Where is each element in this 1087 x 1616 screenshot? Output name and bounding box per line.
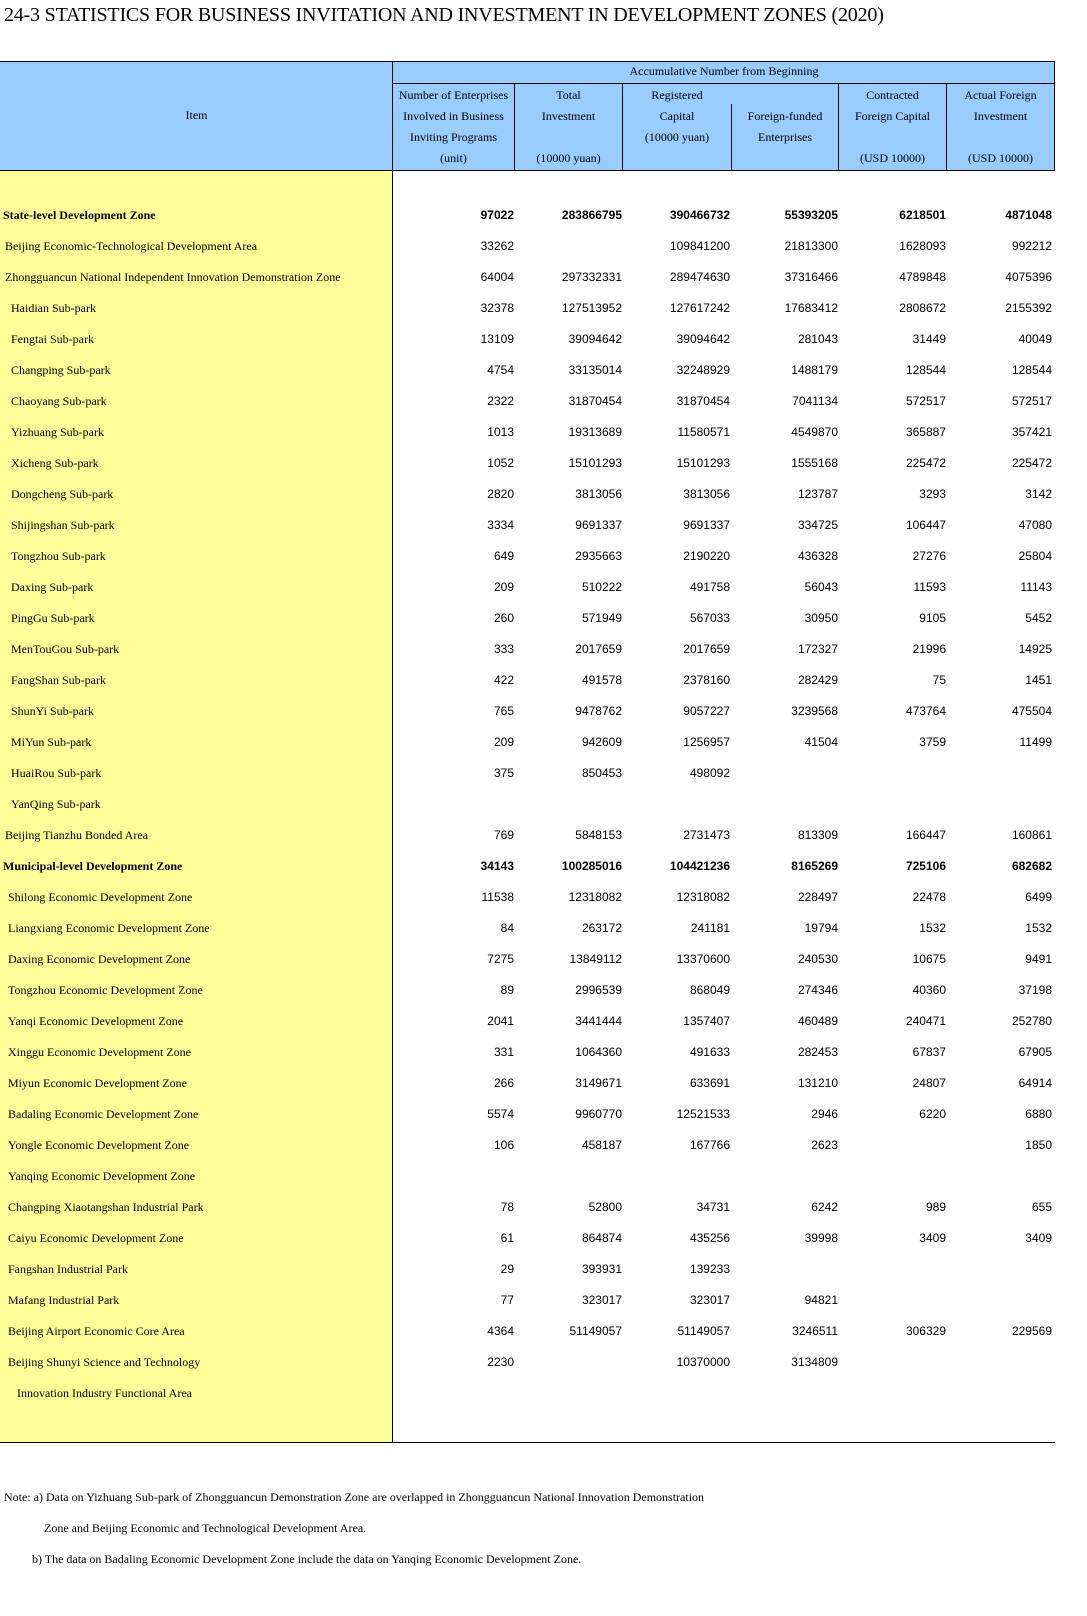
row-label: YanQing Sub-park <box>11 797 101 811</box>
row-value: 3813056 <box>575 487 622 501</box>
row-value: 9691337 <box>575 518 622 532</box>
row-value: 2808672 <box>899 301 946 315</box>
row-value: 29 <box>500 1262 514 1276</box>
row-value: 64914 <box>1018 1076 1052 1090</box>
row-label: Badaling Economic Development Zone <box>8 1107 199 1121</box>
row-value: 458187 <box>581 1138 622 1152</box>
row-value: 2190220 <box>683 549 730 563</box>
row-value: 260 <box>493 611 514 625</box>
row-label: Zhongguancun National Independent Innovation Demonstration Zone <box>5 270 341 284</box>
row-value: 1013 <box>487 425 514 439</box>
row-value: 7041134 <box>792 394 838 408</box>
row-value: 17683412 <box>784 301 838 315</box>
row-label: Chaoyang Sub-park <box>11 394 107 408</box>
row-value: 2230 <box>487 1355 514 1369</box>
note-line: Zone and Beijing Economic and Technological Development Area. <box>44 1521 367 1535</box>
row-value: 31870454 <box>568 394 622 408</box>
row-value: 12318082 <box>676 890 730 904</box>
row-value: 6218501 <box>899 208 946 222</box>
table-row <box>0 883 1055 914</box>
row-value: 172327 <box>797 642 838 656</box>
row-value: 357421 <box>1011 425 1052 439</box>
row-value: 572517 <box>1011 394 1052 408</box>
row-value: 75 <box>932 673 946 687</box>
row-value: 9960770 <box>575 1107 622 1121</box>
row-label: Daxing Economic Development Zone <box>8 952 191 966</box>
table-row <box>0 604 1055 635</box>
row-value: 128544 <box>1011 363 1052 377</box>
row-value: 33135014 <box>568 363 622 377</box>
row-value: 491633 <box>689 1045 730 1059</box>
table-row <box>0 790 1055 821</box>
row-value: 10370000 <box>676 1355 730 1369</box>
table-row <box>0 511 1055 542</box>
row-value: 3409 <box>1025 1231 1052 1245</box>
row-value: 323017 <box>581 1293 622 1307</box>
row-value: 3142 <box>1025 487 1052 501</box>
row-value: 2017659 <box>683 642 730 656</box>
row-value: 4789848 <box>899 270 946 284</box>
row-value: 94821 <box>804 1293 838 1307</box>
row-value: 25804 <box>1018 549 1052 563</box>
row-value: 9478762 <box>575 704 622 718</box>
row-value: 2731473 <box>683 828 730 842</box>
row-value: 77 <box>500 1293 514 1307</box>
row-label: Yizhuang Sub-park <box>11 425 104 439</box>
row-value: 33262 <box>480 239 514 253</box>
row-value: 39094642 <box>568 332 622 346</box>
table-row <box>0 1162 1055 1193</box>
row-label: Fangshan Industrial Park <box>8 1262 128 1276</box>
row-label: Caiyu Economic Development Zone <box>8 1231 184 1245</box>
table-row <box>0 325 1055 356</box>
header-foreign-funded: Foreign-funded Enterprises <box>747 109 823 144</box>
row-value: 55393205 <box>784 208 838 222</box>
row-value: 7275 <box>487 952 514 966</box>
row-value: 167766 <box>689 1138 730 1152</box>
row-value: 128544 <box>905 363 946 377</box>
row-value: 282453 <box>797 1045 838 1059</box>
row-value: 4075396 <box>1005 270 1052 284</box>
row-value: 31449 <box>912 332 946 346</box>
row-value: 166447 <box>905 828 946 842</box>
table-row <box>0 232 1055 263</box>
row-value: 1451 <box>1025 673 1052 687</box>
row-value: 4871048 <box>1005 208 1052 222</box>
row-value: 297332331 <box>561 270 622 284</box>
row-value: 331 <box>493 1045 514 1059</box>
row-value: 1256957 <box>683 735 730 749</box>
row-value: 240471 <box>905 1014 946 1028</box>
row-value: 3409 <box>919 1231 946 1245</box>
row-value: 252780 <box>1011 1014 1052 1028</box>
row-value: 39094642 <box>676 332 730 346</box>
row-value: 30950 <box>804 611 838 625</box>
row-value: 104421236 <box>669 859 730 873</box>
row-label: Beijing Shunyi Science and Technology <box>8 1355 201 1369</box>
row-value: 229569 <box>1011 1324 1052 1338</box>
row-value: 422 <box>493 673 514 687</box>
table-row <box>0 263 1055 294</box>
row-value: 283866795 <box>561 208 622 222</box>
row-value: 21996 <box>912 642 946 656</box>
row-value: 4364 <box>487 1324 514 1338</box>
row-label: Beijing Tianzhu Bonded Area <box>5 828 148 842</box>
row-value: 139233 <box>689 1262 730 1276</box>
row-label: Tongzhou Economic Development Zone <box>8 983 203 997</box>
row-value: 281043 <box>797 332 838 346</box>
row-value: 100285016 <box>561 859 622 873</box>
row-value: 498092 <box>689 766 730 780</box>
row-value: 12318082 <box>568 890 622 904</box>
row-value: 2155392 <box>1005 301 1052 315</box>
table-row <box>0 573 1055 604</box>
row-label: Mafang Industrial Park <box>8 1293 120 1307</box>
table-row <box>0 759 1055 790</box>
row-value: 992212 <box>1011 239 1052 253</box>
table-row <box>0 635 1055 666</box>
row-value: 32378 <box>480 301 514 315</box>
row-value: 34143 <box>480 859 514 873</box>
row-value: 37198 <box>1018 983 1052 997</box>
row-value: 12521533 <box>676 1107 730 1121</box>
header-registered-capital: Registered Capital (10000 yuan) <box>644 88 710 144</box>
row-value: 19313689 <box>568 425 622 439</box>
row-value: 13849112 <box>569 952 622 966</box>
row-value: 41504 <box>804 735 838 749</box>
row-value: 1555168 <box>791 456 838 470</box>
row-value: 32248929 <box>676 363 730 377</box>
row-value: 5848153 <box>575 828 622 842</box>
row-value: 13109 <box>480 332 514 346</box>
row-value: 2946 <box>811 1107 838 1121</box>
row-value: 127513952 <box>561 301 622 315</box>
row-value: 15101293 <box>568 456 622 470</box>
row-value: 649 <box>493 549 514 563</box>
row-value: 333 <box>493 642 514 656</box>
row-value: 84 <box>500 921 514 935</box>
row-value: 1357407 <box>683 1014 730 1028</box>
row-value: 3334 <box>487 518 514 532</box>
row-value: 633691 <box>689 1076 730 1090</box>
row-value: 6220 <box>919 1107 946 1121</box>
row-value: 109841200 <box>669 239 730 253</box>
row-value: 390466732 <box>669 208 730 222</box>
row-value: 2820 <box>487 487 514 501</box>
table-row <box>0 914 1055 945</box>
header-total-investment: Total Investment (10000 yuan) <box>536 88 601 165</box>
row-value: 9691337 <box>683 518 730 532</box>
row-value: 263172 <box>581 921 622 935</box>
row-label: Yongle Economic Development Zone <box>8 1138 190 1152</box>
row-value: 3134809 <box>791 1355 838 1369</box>
row-label: Tongzhou Sub-park <box>11 549 106 563</box>
row-value: 209 <box>493 735 514 749</box>
row-value: 6242 <box>811 1200 838 1214</box>
row-value: 9491 <box>1025 952 1052 966</box>
row-value: 323017 <box>689 1293 730 1307</box>
row-label: Daxing Sub-park <box>11 580 94 594</box>
row-value: 11538 <box>481 890 514 904</box>
row-label: Yanqing Economic Development Zone <box>8 1169 196 1183</box>
row-value: 1488179 <box>791 363 838 377</box>
row-value: 19794 <box>804 921 838 935</box>
row-value: 769 <box>493 828 514 842</box>
row-label: Changping Xiaotangshan Industrial Park <box>8 1200 204 1214</box>
row-value: 97022 <box>480 208 514 222</box>
row-value: 2322 <box>487 394 514 408</box>
row-value: 160861 <box>1011 828 1052 842</box>
row-value: 5574 <box>487 1107 514 1121</box>
row-label: Beijing Economic-Technological Development Area <box>5 239 258 253</box>
row-value: 725106 <box>905 859 946 873</box>
table-row <box>0 1348 1055 1379</box>
row-value: 21813300 <box>784 239 838 253</box>
row-label: State-level Development Zone <box>3 208 156 222</box>
row-value: 1532 <box>1025 921 1052 935</box>
row-value: 228497 <box>797 890 838 904</box>
row-value: 6499 <box>1025 890 1052 904</box>
table-row <box>0 1255 1055 1286</box>
row-value: 3239568 <box>791 704 838 718</box>
row-label: PingGu Sub-park <box>11 611 95 625</box>
table-row <box>0 387 1055 418</box>
row-value: 435256 <box>689 1231 730 1245</box>
row-value: 14925 <box>1018 642 1052 656</box>
table-row <box>0 356 1055 387</box>
header-item: Item <box>185 108 208 122</box>
row-value: 3149671 <box>575 1076 622 1090</box>
row-label: Fengtai Sub-park <box>11 332 94 346</box>
statistics-table <box>0 61 1055 1444</box>
row-value: 209 <box>493 580 514 594</box>
row-value: 1532 <box>919 921 946 935</box>
row-value: 9105 <box>919 611 946 625</box>
row-value: 813309 <box>797 828 838 842</box>
row-value: 2041 <box>487 1014 514 1028</box>
table-row <box>0 449 1055 480</box>
row-value: 572517 <box>905 394 946 408</box>
row-value: 375 <box>493 766 514 780</box>
header-accumulative: Accumulative Number from Beginning <box>629 64 819 78</box>
row-value: 864874 <box>581 1231 622 1245</box>
note-line: Note: a) Data on Yizhuang Sub-park of Zhongguancun Demonstration Zone are overlapped in Zhongguancun National Innovation Demonstration <box>4 1490 705 1504</box>
row-value: 475504 <box>1011 704 1052 718</box>
row-value: 510222 <box>581 580 622 594</box>
row-value: 37316466 <box>784 270 838 284</box>
row-value: 1628093 <box>899 239 946 253</box>
row-value: 571949 <box>581 611 622 625</box>
table-row <box>0 945 1055 976</box>
row-value: 123787 <box>797 487 838 501</box>
row-value: 67837 <box>912 1045 946 1059</box>
row-value: 289474630 <box>669 270 730 284</box>
row-label: Xicheng Sub-park <box>11 456 99 470</box>
row-value: 942609 <box>581 735 622 749</box>
row-value: 868049 <box>689 983 730 997</box>
notes <box>4 1482 704 1575</box>
table-row <box>0 1317 1055 1348</box>
table-row <box>0 1069 1055 1100</box>
table-row <box>0 201 1055 232</box>
row-label: Shilong Economic Development Zone <box>8 890 193 904</box>
row-value: 11143 <box>1020 580 1052 594</box>
table-bottom-border <box>0 1442 1055 1443</box>
row-value: 11499 <box>1019 735 1052 749</box>
row-value: 1850 <box>1025 1138 1052 1152</box>
row-value: 274346 <box>797 983 838 997</box>
row-value: 106447 <box>905 518 946 532</box>
row-value: 67905 <box>1018 1045 1052 1059</box>
row-value: 989 <box>925 1200 946 1214</box>
row-label: MiYun Sub-park <box>11 735 92 749</box>
row-value: 3246511 <box>792 1324 838 1338</box>
table-row <box>0 728 1055 759</box>
row-value: 225472 <box>1011 456 1052 470</box>
row-value: 2935663 <box>575 549 622 563</box>
row-value: 850453 <box>581 766 622 780</box>
row-value: 4549870 <box>791 425 838 439</box>
row-label: Miyun Economic Development Zone <box>8 1076 187 1090</box>
row-value: 3759 <box>919 735 946 749</box>
table-row <box>0 852 1055 883</box>
table-row <box>0 1379 1055 1410</box>
row-value: 34731 <box>696 1200 730 1214</box>
row-value: 334725 <box>797 518 838 532</box>
table-row <box>0 1193 1055 1224</box>
row-value: 3813056 <box>683 487 730 501</box>
row-value: 11593 <box>913 580 946 594</box>
row-value: 393931 <box>581 1262 622 1276</box>
row-value: 10675 <box>912 952 946 966</box>
row-value: 4754 <box>487 363 514 377</box>
row-value: 9057227 <box>683 704 730 718</box>
page-title: 24-3 STATISTICS FOR BUSINESS INVITATION AND INVESTMENT IN DEVELOPMENT ZONES (2020) <box>4 4 884 26</box>
header-divider <box>393 83 1055 84</box>
table-row <box>0 294 1055 325</box>
row-value: 8165269 <box>791 859 838 873</box>
row-value: 240530 <box>797 952 838 966</box>
row-value: 282429 <box>797 673 838 687</box>
row-value: 655 <box>1031 1200 1052 1214</box>
row-value: 22478 <box>912 890 946 904</box>
row-label: Innovation Industry Functional Area <box>17 1386 192 1400</box>
table-row <box>0 1038 1055 1069</box>
row-value: 473764 <box>905 704 946 718</box>
row-value: 40360 <box>912 983 946 997</box>
table-row <box>0 976 1055 1007</box>
row-value: 2378160 <box>683 673 730 687</box>
table-row <box>0 542 1055 573</box>
row-value: 106 <box>493 1138 514 1152</box>
row-value: 225472 <box>905 456 946 470</box>
table-row <box>0 1224 1055 1255</box>
row-label: Shijingshan Sub-park <box>11 518 115 532</box>
header-contracted-foreign-capital: Contracted Foreign Capital (USD 10000) <box>855 88 930 165</box>
row-label: Dongcheng Sub-park <box>11 487 114 501</box>
row-label: Liangxiang Economic Development Zone <box>8 921 210 935</box>
row-value: 765 <box>493 704 514 718</box>
row-value: 13370600 <box>676 952 730 966</box>
row-value: 47080 <box>1018 518 1052 532</box>
table-row <box>0 1100 1055 1131</box>
row-label: Beijing Airport Economic Core Area <box>8 1324 185 1338</box>
row-label: Changping Sub-park <box>11 363 111 377</box>
row-value: 51149057 <box>677 1324 730 1338</box>
row-value: 15101293 <box>676 456 730 470</box>
row-value: 131210 <box>797 1076 838 1090</box>
row-value: 6880 <box>1025 1107 1052 1121</box>
row-value: 241181 <box>690 921 730 935</box>
note-line: b) The data on Badaling Economic Development Zone include the data on Yanqing Economic Development Zone. <box>32 1552 582 1566</box>
row-value: 1052 <box>487 456 514 470</box>
header-actual-foreign-investment: Actual Foreign Investment (USD 10000) <box>964 88 1037 165</box>
row-value: 56043 <box>804 580 838 594</box>
table-row <box>0 697 1055 728</box>
row-label: FangShan Sub-park <box>11 673 106 687</box>
row-value: 39998 <box>804 1231 838 1245</box>
row-value: 51149057 <box>569 1324 622 1338</box>
row-value: 89 <box>500 983 514 997</box>
row-value: 40049 <box>1018 332 1052 346</box>
row-value: 1064360 <box>575 1045 622 1059</box>
row-label: Yanqi Economic Development Zone <box>8 1014 184 1028</box>
row-value: 2996539 <box>575 983 622 997</box>
row-label: Haidian Sub-park <box>11 301 96 315</box>
table-row <box>0 1131 1055 1162</box>
row-value: 266 <box>493 1076 514 1090</box>
row-value: 27276 <box>912 549 946 563</box>
row-label: HuaiRou Sub-park <box>11 766 102 780</box>
row-value: 5452 <box>1025 611 1052 625</box>
row-value: 306329 <box>905 1324 946 1338</box>
table-row <box>0 666 1055 697</box>
table-row <box>0 418 1055 449</box>
row-value: 491578 <box>581 673 622 687</box>
row-label: Municipal-level Development Zone <box>3 859 183 873</box>
row-label: ShunYi Sub-park <box>11 704 95 718</box>
row-value: 567033 <box>689 611 730 625</box>
row-value: 61 <box>500 1231 514 1245</box>
row-value: 64004 <box>480 270 514 284</box>
row-value: 11580571 <box>677 425 730 439</box>
header-enterprises: Number of Enterprises Involved in Business Inviting Programs (unit) <box>398 88 509 165</box>
row-value: 2623 <box>811 1138 838 1152</box>
row-value: 491758 <box>689 580 730 594</box>
row-value: 682682 <box>1011 859 1052 873</box>
row-value: 3441444 <box>575 1014 622 1028</box>
row-value: 52800 <box>588 1200 622 1214</box>
table-row <box>0 1286 1055 1317</box>
row-label: Xinggu Economic Development Zone <box>8 1045 191 1059</box>
table-row <box>0 821 1055 852</box>
row-value: 24807 <box>912 1076 946 1090</box>
row-value: 31870454 <box>676 394 730 408</box>
row-value: 2017659 <box>575 642 622 656</box>
table-row <box>0 480 1055 511</box>
row-value: 127617242 <box>669 301 730 315</box>
row-value: 436328 <box>797 549 838 563</box>
row-value: 3293 <box>919 487 946 501</box>
row-value: 78 <box>500 1200 514 1214</box>
row-value: 365887 <box>905 425 946 439</box>
row-label: MenTouGou Sub-park <box>11 642 120 656</box>
row-value: 460489 <box>797 1014 838 1028</box>
table-row <box>0 1007 1055 1038</box>
